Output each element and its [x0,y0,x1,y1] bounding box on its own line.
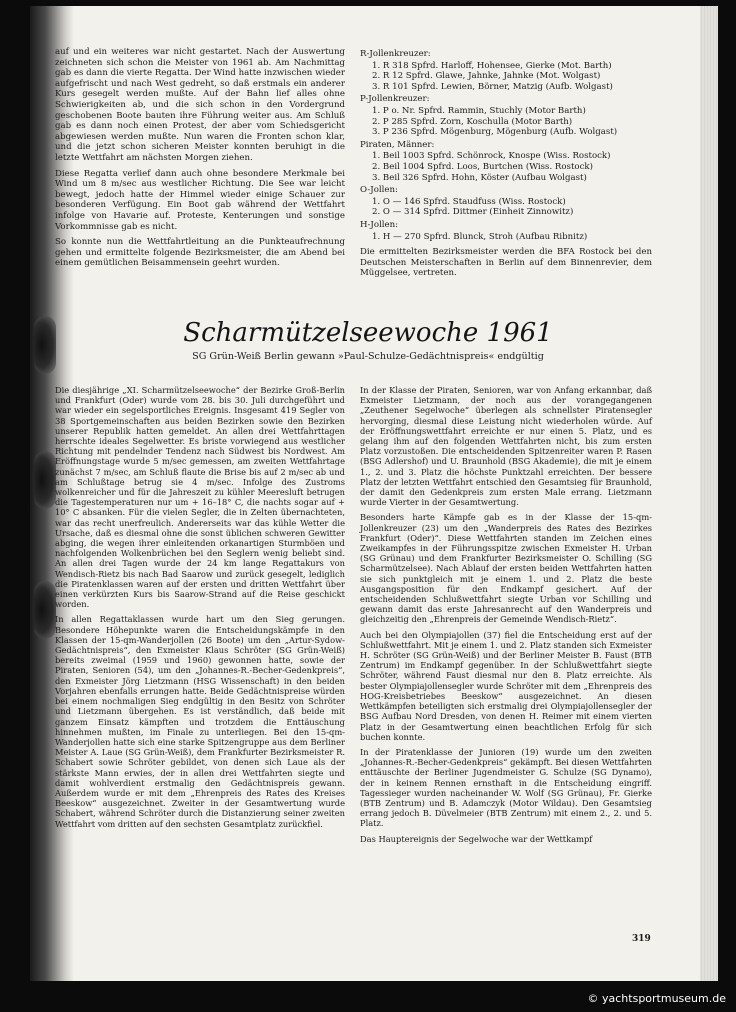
article-title: Scharmützelseewoche 1961 [183,318,553,348]
result-item: 1. Beil 1003 Spfrd. Schönrock, Knospe (Wiss. Rostock) [372,151,611,162]
paragraph: In der Piratenklasse der Junioren (19) wurde um den zweiten „Johannes-R.-Becher-Gedenkpreis“ gekämpft. Bei diesen Wettfahrten enttäuschte der Berliner Jugendmeister G. Schulze (SG Dynamo), der in keinem Rennen ernsthaft in die Entscheidung eingriff. Tagessieger wurden nacheinander W. Wolf (SG Grünau), Fr. Gierke (BTB Zentrum) und B. Adamczyk (Motor Wildau). Den Gesamtsieg errang jedoch B. Düvelmeier (BTB Zentrum) mit einem 2., 2. und 5. Platz. [360,746,652,829]
class-heading: O-Jollen: [360,185,398,196]
class-heading: P-Jollenkreuzer: [360,94,430,105]
result-item: 1. R 318 Spfrd. Harloff, Hohensee, Gierke (Mot. Barth) [372,60,612,71]
result-item: 2. P 285 Spfrd. Zorn, Koschulla (Motor Barth) [372,116,573,127]
class-heading: R-Jollenkreuzer: [360,49,431,59]
paragraph: Auch bei den Olympiajollen (37) fiel die Entscheidung erst auf der Schlußwettfahrt. Mit je einem 1. und 2. Platz standen sich Exmeister H. Schröter (SG Grün-Weiß) und der Berliner Meister B. Faust (BTB Zentrum) im Endkampf gegenüber. In der Schlußwettfahrt siegte Schröter, während Faust diesmal nur den 8. Platz erreichte. Als bester Olympiajollensegler wurde Schröter mit dem „Ehrenpreis des HOG-Kreisbetriebes Beeskow“ ausgezeichnet. An diesen Wettkämpfen beteiligten sich erstmalig drei Olympiajollensegler der BSG Aufbau Nord Dresden, von denen H. Reimer mit einem vierten Platz in der Gesamtwertung einen beachtlichen Erfolg für sich buchen konnte. [360,629,652,742]
punch-hole [34,581,56,639]
result-item: 3. P 236 Spfrd. Mögenburg, Mögenburg (Aufb. Wolgast) [372,127,618,138]
paragraph: Diese Regatta verlief dann auch ohne besondere Merkmale bei Wind um 8 m/sec aus westlicher Richtung. Die See war leicht bewegt, jedoch hatte der Himmel wieder einige Schauer zur besonderen Verfügung. Ein Boot gab während der Wettfahrt infolge von Havarie auf. Proteste, Kenterungen und sonstige Vorkommnisse gab es nicht. [55,168,345,232]
paragraph: Die diesjährige „XI. Scharmützelseewoche“ der Bezirke Groß-Berlin und Frankfurt (Oder) wurde vom 28. bis 30. Juli durchgeführt und war wieder ein segelsportliches Ereignis. Insgesamt 419 Segler von 38 Sportgemeinschaften aus beiden Bezirken sowie den Bezirken unserer Republik hatten gemeldet. An allen drei Wettfahrttagen herrschte ideales Segelwetter. Es briste vorwiegend aus westlicher Richtung mit pendelnder Tendenz nach Südwest bis Nordwest. Am Eröffnungstage wurde 5 m/sec gemessen, am zweiten Wettfahrtage zunächst 7 m/sec, am Schluß flaute die Brise bis auf 2 m/sec ab und am Schlußtage betrug sie 4 m/sec. Infolge des Zustroms wolkenreicher und für die Jahreszeit zu kühler Meeresluft betrugen die Tagestemperaturen nur um + 16–18° C, die nachts sogar auf + 10° C absanken. Für die vielen Segler, die in Zelten übernachteten, war das recht unerfreulich. Andererseits war das kühle Wetter die Ursache, daß es diesmal ohne die sonst üblichen schweren Gewitter abging, die wegen ihrer einleitenden orkanartigen Sturmböen und nachfolgenden Wolkenbrüchen bei den Seglern wenig beliebt sind. An allen drei Tagen wurde der 24 km lange Regattakurs von Wendisch-Rietz bis nach Bad Saarow und zurück gesegelt, lediglich die Piratenklassen waren auf der ersten und dritten Wettfahrt über einen verkürzten Kurs bis Saarow-Strand auf die Reise geschickt worden. [55,385,345,610]
left-top-column [55,47,345,274]
class-heading: H-Jollen: [360,219,399,230]
result-item: 2. O — 314 Spfrd. Dittmer (Einheit Zinnowitz) [372,207,574,218]
watermark: © yachtsportmuseum.de [587,992,726,1005]
result-item: 1. P o. Nr. Spfrd. Rammin, Stuchly (Motor Barth) [372,105,586,116]
paragraph: Besonders harte Kämpfe gab es in der Klasse der 15-qm-Jollenkreuzer (23) um den „Wanderpreis des Rates des Bezirkes Frankfurt (Oder)“. Diese Wettfahrten standen im Zeichen eines Zweikampfes in der Führungsspitze zwischen Exmeister H. Urban (SG Grünau) und dem Frankfurter Bezirksmeister O. Schilling (SG Scharmützelsee). Nach Ablauf der ersten beiden Wettfahrten hatten sie sich punktgleich mit je einem 1. und 2. Platz die beste Ausgangsposition für den Endkampf gesichert. Auf der entscheidenden Schlußwettfahrt siegte Urban vor Schilling und gewann damit das erste Jahresanrecht auf den Wanderpreis und gleichzeitig den „Ehrenpreis der Gemeinde Wendisch-Rietz“. [360,512,652,625]
result-item: 3. R 101 Spfrd. Lewien, Börner, Matzig (Aufb. Wolgast) [372,81,613,92]
article-subtitle: SG Grün-Weiß Berlin gewann »Paul-Schulze-Gedächtnispreis« endgültig [192,351,544,362]
result-item: 2. R 12 Spfrd. Glawe, Jahnke, Jahnke (Mot. Wolgast) [372,71,601,82]
paragraph: auf und ein weiteres war nicht gestartet. Nach der Auswertung zeichneten sich schon die Meister von 1961 ab. Am Nachmittag gab es dann die vierte Regatta. Der Wind hatte inzwischen wieder aufgefrischt und nach West gedreht, so daß erstmals ein anderer Kurs gesegelt werden mußte. Auf der Bahn lief alles ohne Schwierigkeiten ab, und die sich schon in den Vordergrund geschobenen Boote bauten ihre Führung weiter aus. Am Schluß gab es dann noch einen Protest, der aber vom Schiedsgericht abgewiesen werden mußte. Nun waren die Fronten schon klar, und die jetzt schon sicheren Meister konnten beruhigt in die letzte Wettfahrt am nächsten Morgen ziehen. [55,47,345,163]
paragraph: So konnte nun die Wettfahrtleitung an die Punkteaufrechnung gehen und ermittelte folgende Bezirksmeister, die am Abend bei einem gemütlichen Beisammensein geehrt wurden. [55,237,345,269]
right-bottom-column [360,385,652,849]
page-stack-edge [700,6,718,981]
paragraph: Das Hauptereignis der Segelwoche war der Wettkampf [360,833,593,844]
paragraph: In der Klasse der Piraten, Senioren, war von Anfang erkannbar, daß Exmeister Lietzmann, der noch aus der vorangegangenen „Zeuthener Segelwoche“ überlegen als schnellster Piratensegler hervorging, diesmal diese Leistung nicht wiederholen würde. Auf der Eröffnungswettfahrt erreichte er nur einen 5. Platz, und es gelang ihm auf den folgenden Wettfahrten nicht, bis zum ersten Platz vorzustoßen. Die entscheidenden Spitzenreiter waren P. Rasen (BSG Adlershof) und U. Braunhold (BSG Akademie), die mit je einem 1., 2. und 3. Platz die höchste Punktzahl erreichten. Der bessere Platz der letzten Wettfahrt entschied den Gesamtsieg für Braunhold, der damit den Gedenkpreis zum ersten Male errang. Lietzmann wurde Vierter in der Gesamtwertung. [360,385,652,508]
left-bottom-column [55,385,345,834]
results-closing: Die ermittelten Bezirksmeister werden die BFA Rostock bei den Deutschen Meisterschaften in Berlin auf dem Binnenrevier, dem Müggelsee, vertreten. [360,247,652,279]
result-item: 3. Beil 326 Spfrd. Hohn, Köster (Aufbau Wolgast) [372,172,587,183]
results-list [360,47,652,284]
page-number: 319 [632,934,651,944]
punch-hole [34,451,56,509]
result-item: 2. Beil 1004 Spfrd. Loos, Burtchen (Wiss. Rostock) [372,161,593,172]
result-item: 1. O — 146 Spfrd. Staudfuss (Wiss. Rostock) [372,196,566,207]
paragraph: In allen Regattaklassen wurde hart um den Sieg gerungen. Besondere Höhepunkte waren die Entscheidungskämpfe in den Klassen der 15-qm-Wanderjollen (26 Boote) um den „Artur-Sydow-Gedächtnispreis“, den Exmeister Klaus Schröter (SG Grün-Weiß) bereits zweimal (1959 und 1960) gewonnen hatte, sowie der Piraten, Senioren (54), um den „Johannes-R.-Becher-Gedenkpreis“, den Exmeister Jörg Lietzmann (HSG Wissenschaft) in den beiden Vorjahren ebenfalls errungen hatte. Beide Gedächtnispreise würden bei einem nochmaligen Sieg endgültig in den Besitz von Schröter und Lietzmann übergehen. Es ist verständlich, daß beide mit ganzem Einsatz kämpften und trotzdem die Enttäuschung hinnehmen mußten, im Finale zu unterliegen. Bei den 15-qm-Wanderjollen hatte sich eine starke Spitzengruppe aus dem Berliner Meister A. Laue (SG Grün-Weiß), dem Frankfurter Bezirksmeister R. Schabert sowie Schröter gebildet, von denen sich Laue als der stärkste Mann erwies, der in allen drei Wettfahrten siegte und damit wohlverdient erstmalig den Gedächtnispreis gewann. Außerdem wurde er mit dem „Ehrenpreis des Rates des Kreises Beeskow“ ausgezeichnet. Zweiter in der Gesamtwertung wurde Schabert, während Schröter durch die Distanzierung seiner zweiten Wettfahrt vom dritten auf den sechsten Gesamtplatz zurückfiel. [55,614,345,829]
class-heading: Piraten, Männer: [360,139,435,150]
result-item: 1. H — 270 Spfrd. Blunck, Stroh (Aufbau Ribnitz) [372,231,588,242]
